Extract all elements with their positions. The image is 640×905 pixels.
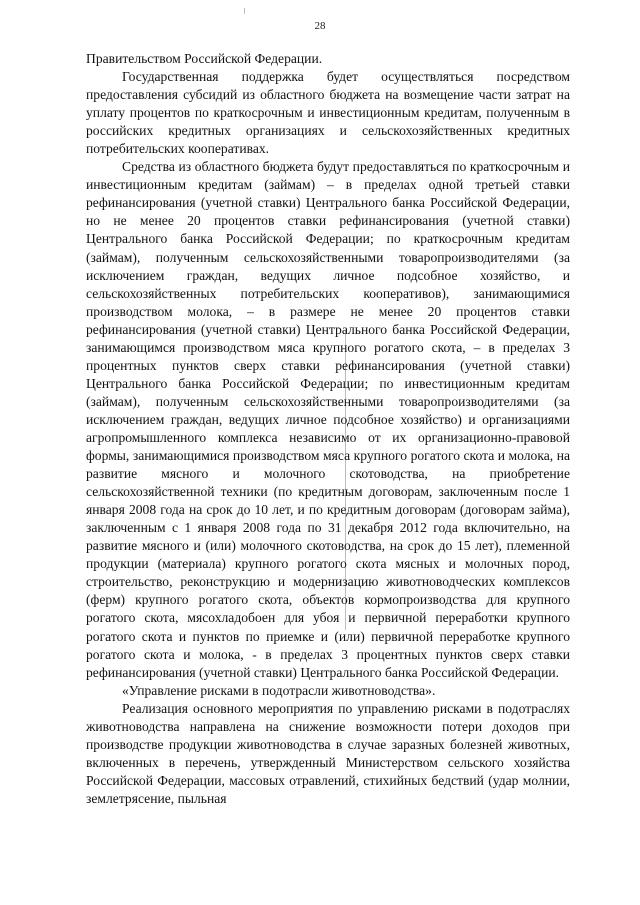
paragraph-state-support: Государственная поддержка будет осуществляться посредством предоставления субсидий из областного бюджета на возмещение части затрат на уплату процентов по краткосрочным и инвестиционным кредитам, полученным в российских кредитных организациях и сельскохозяйственных кредитных потребительских кооперативах. [86, 69, 570, 157]
section-heading-risk-management: «Управление рисками в подотрасли животноводства». [122, 682, 436, 698]
document-body [86, 50, 570, 808]
paragraph-funding-conditions: Средства из областного бюджета будут предоставляться по краткосрочным и инвестиционным кредитам (займам) – в пределах одной третьей ставки рефинансирования (учетной ставки) Центрального банка Российской Федерации, но не менее 20 процентов ставки рефинансирования (учетной ставки) Центрального банка Российской Федерации; по краткосрочным кредитам (займам), полученным сельскохозяйственными товаропроизводителями (за исключением граждан, ведущих личное подсобное хозяйство, и сельскохозяйственных потребительских кооперативов), занимающимися производством молока, – в размере не менее 20 процентов ставки рефинансирования (учетной ставки) Центрального банка Российской Федерации, занимающимся производством мяса крупного рогатого скота, – в пределах 3 процентных пунктов сверх ставки рефинансирования (учетной ставки) Центрального банка Российской Федерации; по инвестиционным кредитам (займам), полученным сельскохозяйственными товаропроизводителями (за исключением граждан, ведущих личное подсобное хозяйство) и организациями агропромышленного комплекса независимо от их организационно-правовой формы, занимающимися производством мяса крупного рогатого скота и молока, на развитие мясного и молочного скотоводства, на приобретение сельскохозяйственной техники (по кредитным договорам, заключенным после 1 января 2008 года на срок до 10 лет, и по кредитным договорам (договорам займа), заключенным с 1 января 2008 года по 31 декабря 2012 года включительно, на развитие мясного и (или) молочного скотоводства, на срок до 15 лет), племенной продукции (материала) крупного рогатого скота мясных и молочных пород, строительство, реконструкцию и модернизацию животноводческих комплексов (ферм) крупного рогатого скота, объектов кормопроизводства для крупного рогатого скота, мясохладобоен для убоя и первичной переработки крупного рогатого скота и пунктов по приемке и (или) первичной переработке крупного рогатого скота и молока, - в пределах 3 процентных пунктов сверх ставки рефинансирования (учетной ставки) Центрального банка Российской Федерации. [86, 159, 570, 680]
paragraph-continuation: Правительством Российской Федерации. [86, 51, 323, 66]
paragraph-risk-management: Реализация основного мероприятия по управлению рисками в подотраслях животноводства направлена на снижение возможности потери доходов при производстве продукции животноводства в случае заразных болезней животных, включенных в перечень, утвержденный Министерством сельского хозяйства Российской Федерации, массовых отравлений, стихийных бедствий (удар молнии, землетрясение, пыльная [86, 700, 570, 806]
page-number: 28 [314, 20, 326, 32]
scan-fold-line [345, 330, 346, 630]
scan-artifact [244, 8, 245, 14]
